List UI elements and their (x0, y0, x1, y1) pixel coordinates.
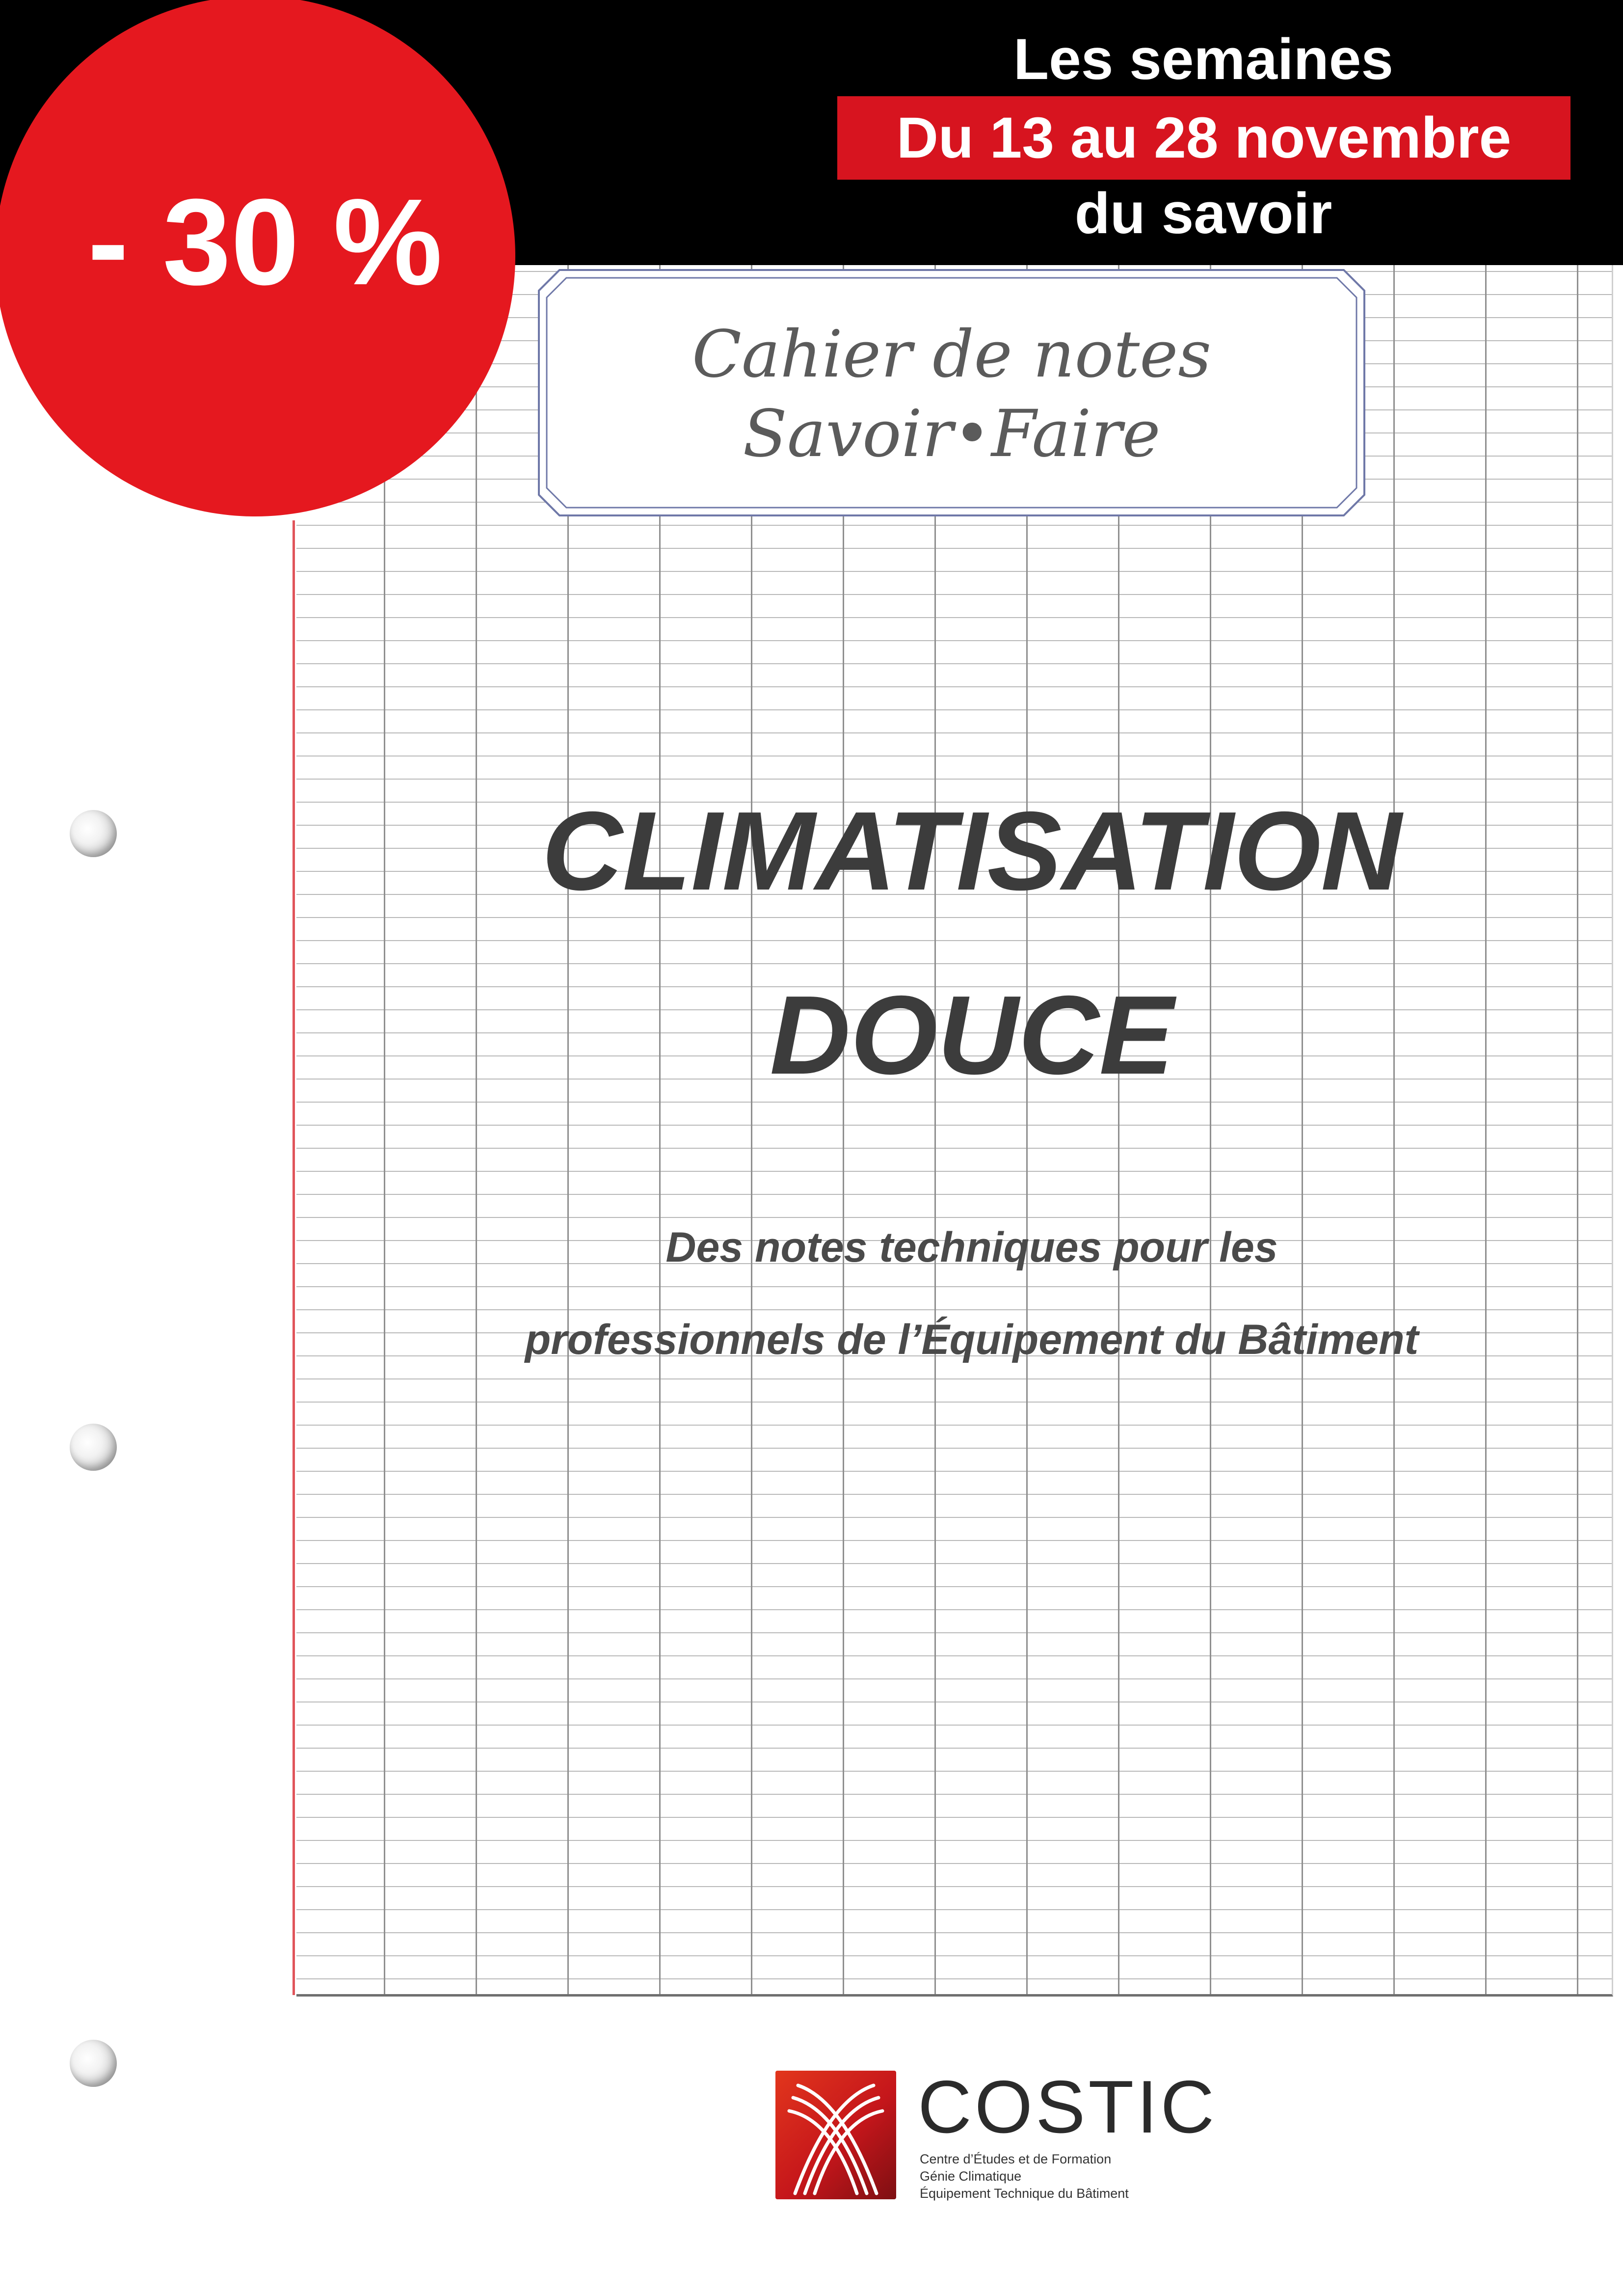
book-title-line1: CLIMATISATION (542, 789, 1402, 914)
publisher-tagline-line2: Génie Climatique (920, 2169, 1022, 2184)
book-subtitle-line2: professionnels de l’Équipement du Bâtiment (525, 1316, 1419, 1363)
costic-logo-icon (775, 2071, 896, 2199)
promo-dates-badge: Du 13 au 28 novembre (837, 96, 1570, 180)
publisher-name: COSTIC (918, 2065, 1218, 2149)
punch-hole-icon (70, 2040, 117, 2087)
punch-hole-icon (70, 810, 117, 857)
book-subtitle-line1: Des notes techniques pour les (665, 1224, 1278, 1271)
promo-line-top: Les semaines (1013, 27, 1394, 92)
red-margin-line (293, 520, 295, 1995)
discount-label: - 30 % (87, 173, 443, 310)
series-cartouche (538, 269, 1365, 516)
series-title-line2: Savoir•Faire (743, 396, 1161, 472)
publisher-tagline-line3: Équipement Technique du Bâtiment (920, 2186, 1129, 2201)
publisher-tagline-line1: Centre d’Études et de Formation (920, 2152, 1112, 2166)
promo-line-bottom: du savoir (1074, 181, 1332, 246)
notebook-paper (296, 265, 1613, 1997)
series-title-line1: Cahier de notes (692, 317, 1212, 392)
punch-hole-icon (70, 1424, 117, 1471)
cartouche-frame-icon (538, 269, 1365, 516)
book-title-line2: DOUCE (770, 973, 1174, 1098)
